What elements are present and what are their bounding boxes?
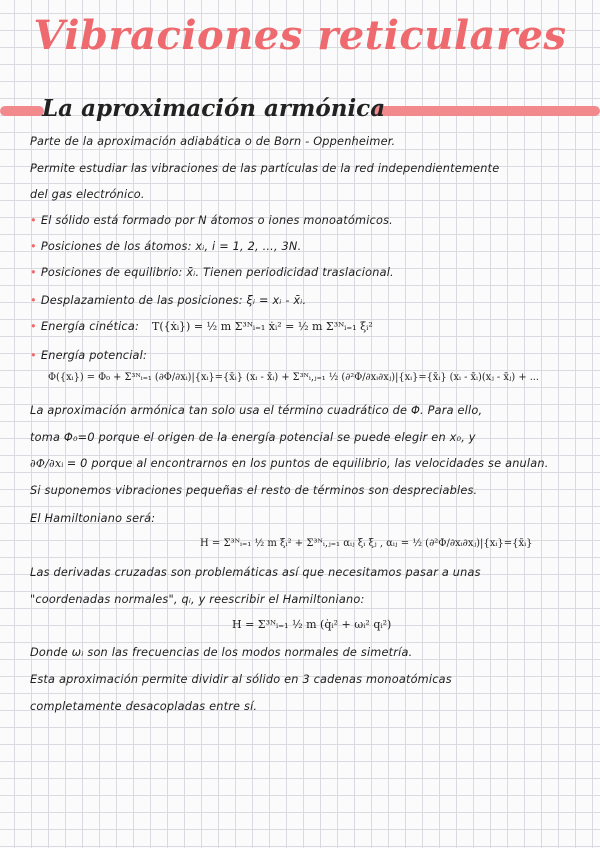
bullet-label: Energía cinética: (40, 320, 139, 333)
bullet-icon: • (30, 240, 37, 253)
hamiltonian-formula: H = Σ³ᴺᵢ₌₁ ½ m ξ̇ᵢ² + Σ³ᴺᵢ,ⱼ₌₁ αᵢⱼ ξᵢ ξⱼ , αᵢⱼ = ½ (∂²Φ/∂xᵢ∂xⱼ)|{xᵢ}={x̄ᵢ} (200, 538, 533, 549)
bullet-item-2 (30, 240, 301, 253)
bullet-item-6 (30, 349, 147, 362)
bullet-item-4 (30, 294, 306, 307)
text-line-7: Si suponemos vibraciones pequeñas el resto de términos son despreciables. (30, 484, 478, 497)
bullet-icon: • (30, 320, 37, 333)
text-line-10: "coordenadas normales", qᵢ, y reescribir el Hamiltoniano: (30, 593, 365, 606)
bullet-item-1 (30, 214, 393, 227)
text-line-12: Esta aproximación permite dividir al sólido en 3 cadenas monoatómicas (30, 673, 452, 686)
bullet-text: El sólido está formado por N átomos o iones monoatómicos. (40, 214, 393, 227)
bullet-label: Energía potencial: (40, 349, 148, 362)
text-line-6-text: = 0 porque al encontrarnos en los puntos de equilibrio, las velocidades se anulan. (66, 457, 549, 470)
bullet-icon: • (30, 266, 37, 279)
kinetic-energy-formula: T({ẋᵢ}) = ½ m Σ³ᴺᵢ₌₁ ẋᵢ² = ½ m Σ³ᴺᵢ₌₁ ξ̇ᵢ² (152, 320, 373, 333)
text-line-3: del gas electrónico. (30, 188, 145, 201)
bullet-item-5 (30, 320, 139, 333)
section-heading: La aproximación armónica (42, 95, 386, 122)
bullet-item-3 (30, 266, 394, 279)
dphi-dx-fraction: ∂Φ/∂xᵢ (30, 457, 64, 470)
bullet-icon: • (30, 349, 37, 362)
page-title: Vibraciones reticulares (33, 12, 567, 59)
text-line-9: Las derivadas cruzadas son problemáticas así que necesitamos pasar a unas (30, 566, 481, 579)
title-bar-left (0, 106, 44, 116)
potential-energy-formula: Φ({xᵢ}) = Φ₀ + Σ³ᴺᵢ₌₁ (∂Φ/∂xᵢ)|{xᵢ}={x̄ᵢ} (xᵢ - x̄ᵢ) + Σ³ᴺᵢ,ⱼ₌₁ ½ (∂²Φ/∂xᵢ∂xⱼ)|{xᵢ}={x̄ᵢ} (xᵢ - x̄ᵢ)(xⱼ - x̄ⱼ) + ... (48, 372, 540, 383)
text-line-4: La aproximación armónica tan solo usa el término cuadrático de Φ. Para ello, (30, 404, 483, 417)
normal-mode-hamiltonian: H = Σ³ᴺᵢ₌₁ ½ m (q̇ᵢ² + ωᵢ² qᵢ²) (232, 618, 392, 631)
bullet-icon: • (30, 294, 37, 307)
text-line-13: completamente desacopladas entre sí. (30, 700, 258, 713)
bullet-text: Posiciones de equilibrio: x̄ᵢ. Tienen periodicidad traslacional. (40, 266, 394, 279)
text-line-8: El Hamiltoniano será: (30, 512, 156, 525)
title-bar-right (372, 106, 600, 116)
text-line-6 (30, 457, 549, 470)
text-line-11: Donde ωᵢ son las frecuencias de los modos normales de simetría. (30, 646, 413, 659)
text-line-2: Permite estudiar las vibraciones de las partículas de la red independientemente (30, 162, 500, 175)
text-line-5: toma Φ₀=0 porque el origen de la energía potencial se puede elegir en x₀, y (30, 431, 476, 444)
bullet-icon: • (30, 214, 37, 227)
bullet-text: Desplazamiento de las posiciones: ξᵢ = xᵢ - x̄ᵢ. (40, 294, 307, 307)
bullet-text: Posiciones de los átomos: xᵢ, i = 1, 2, ..., 3N. (40, 240, 302, 253)
text-line-1: Parte de la aproximación adiabática o de Born - Oppenheimer. (30, 135, 396, 148)
